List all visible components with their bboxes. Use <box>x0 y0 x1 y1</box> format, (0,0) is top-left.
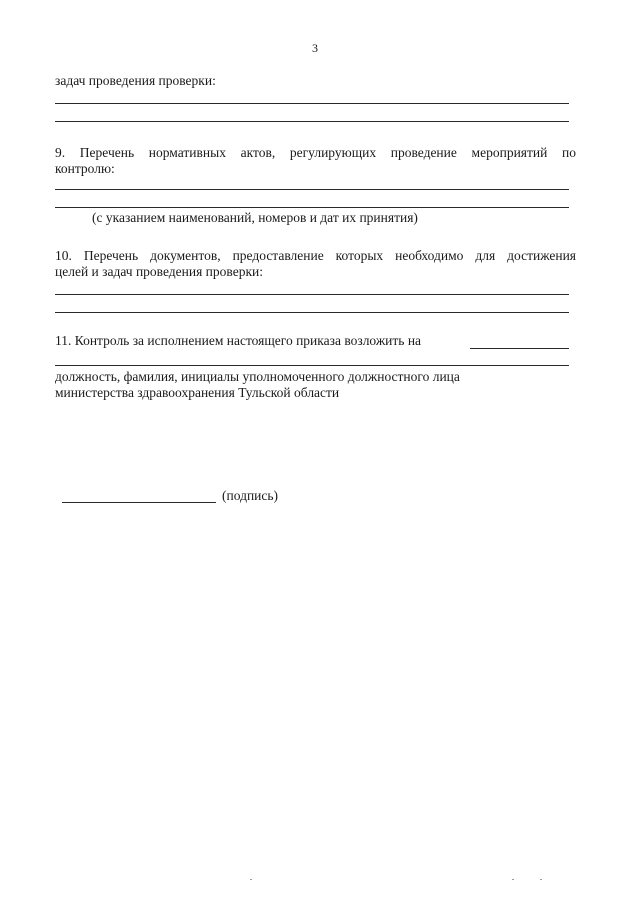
page-number: 3 <box>312 41 318 55</box>
fill-line <box>55 312 569 313</box>
fill-line <box>55 207 569 208</box>
section-9-heading: 9. Перечень нормативных актов, регулирующих проведение мероприятий по <box>55 145 576 160</box>
fill-line <box>55 103 569 104</box>
section-9-heading-cont: контролю: <box>55 161 115 176</box>
scan-speck <box>512 879 514 880</box>
fill-line-inline <box>470 348 569 349</box>
fill-line <box>55 365 569 366</box>
fill-line <box>55 294 569 295</box>
scan-speck <box>250 879 252 880</box>
section-10-heading-cont: целей и задач проведения проверки: <box>55 264 263 279</box>
section-10-heading: 10. Перечень документов, предоставление которых необходимо для достижения <box>55 248 576 263</box>
section-11-heading: 11. Контроль за исполнением настоящего приказа возложить на <box>55 333 422 348</box>
section-9-caption: (с указанием наименований, номеров и дат их принятия) <box>92 210 418 225</box>
fill-line <box>55 121 569 122</box>
signature-line <box>62 502 216 503</box>
scan-speck <box>540 879 542 880</box>
fill-line <box>55 189 569 190</box>
signature-label: (подпись) <box>222 488 279 503</box>
section-11-note-line-2: министерства здравоохранения Тульской области <box>55 385 340 400</box>
section-11-note-line-1: должность, фамилия, инициалы уполномоченного должностного лица <box>55 369 460 384</box>
section-8-tail-text: задач проведения проверки: <box>55 73 216 88</box>
